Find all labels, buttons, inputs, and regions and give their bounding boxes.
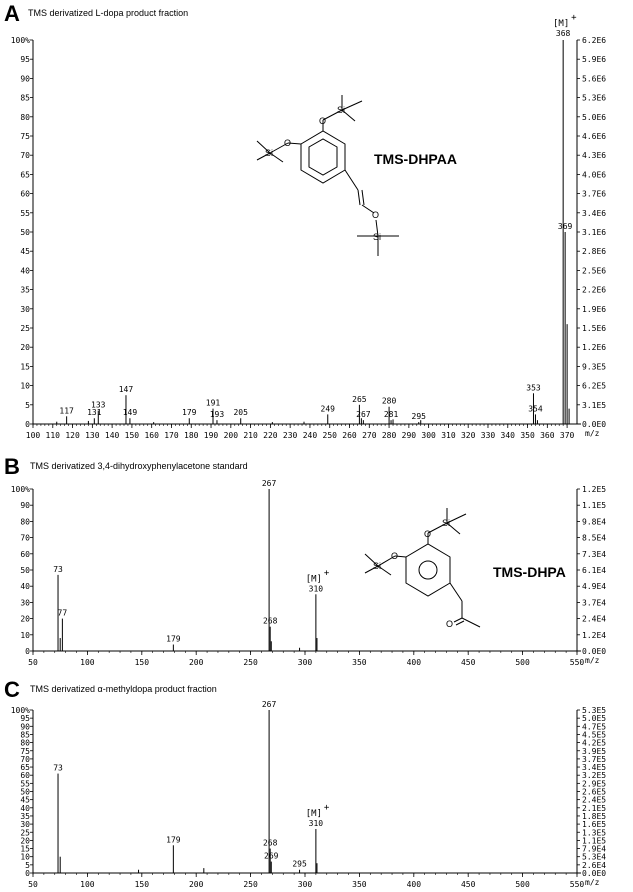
right-axis-label: 4.3E6: [582, 151, 607, 161]
panel-letter-a: A: [4, 1, 20, 26]
right-axis-label: 1.6E5: [582, 820, 607, 830]
right-axis-label: 1.1E5: [582, 501, 607, 511]
peak-label-73: 73: [53, 763, 63, 773]
y-tick-label: 80: [20, 112, 30, 122]
compound-name-tms-dhpa: TMS-DHPA: [493, 564, 566, 580]
y-tick-label: 25: [20, 324, 30, 333]
x-tick-label: 200: [223, 431, 239, 440]
x-tick-label: 110: [45, 431, 61, 440]
peak-label-131: 131: [87, 408, 102, 418]
right-axis-label: 1.9E6: [582, 304, 607, 314]
peak-label-147: 147: [118, 385, 134, 395]
x-tick-label: 230: [282, 431, 298, 440]
y-tick-label: 20: [20, 614, 30, 624]
y-tick-label: 20: [20, 343, 30, 353]
right-axis-label: 1.3E5: [582, 828, 607, 838]
peak-label-268: 268: [262, 616, 278, 626]
x-tick-label: 550: [569, 658, 585, 667]
x-tick-label: 250: [322, 431, 337, 440]
x-tick-label: 210: [243, 431, 258, 440]
atom-o: O: [284, 138, 292, 148]
x-tick-label: 130: [85, 431, 100, 440]
right-axis-label: 5.9E6: [582, 55, 607, 65]
right-axis-label: 5.3E5: [582, 706, 607, 715]
right-axis-label: 0.0E0: [582, 647, 607, 656]
right-axis-label: 4.7E5: [582, 722, 607, 732]
y-tick-label: 50: [20, 228, 30, 237]
peak-label-133: 133: [91, 400, 106, 410]
x-tick-label: 140: [104, 431, 120, 440]
x-tick-label: 350: [352, 658, 367, 667]
x-tick-label: 180: [184, 431, 199, 440]
right-axis-label: 8.5E4: [582, 533, 607, 543]
x-tick-label: 400: [406, 658, 422, 667]
right-axis-label: 1.2E5: [582, 485, 607, 494]
y-tick-label: 45: [20, 247, 30, 257]
peak-label-205: 205: [233, 408, 248, 418]
peak-label-179: 179: [182, 408, 197, 418]
x-axis-label: m/z: [585, 656, 600, 665]
right-axis-label: 0.0E0: [582, 869, 607, 878]
x-tick-label: 370: [559, 431, 575, 440]
peak-label-265: 265: [352, 394, 367, 404]
right-axis-label: 4.6E6: [582, 132, 607, 141]
y-tick-label: 80: [20, 517, 30, 527]
molecular-ion-label: [M]: [305, 808, 323, 819]
y-tick-label: 0: [25, 869, 30, 878]
right-axis-label: 3.1E5: [582, 400, 607, 410]
panel-c-axes: [11, 706, 607, 889]
right-axis-label: 5.3E6: [582, 93, 607, 103]
right-axis-label: 3.4E5: [582, 763, 607, 773]
molecular-ion-label: [M]: [305, 574, 323, 585]
y-tick-label: 10: [20, 381, 30, 391]
x-tick-label: 200: [188, 658, 204, 667]
y-tick-label: 60: [20, 549, 30, 559]
right-axis-label: 2.6E5: [582, 787, 607, 797]
peak-label-179: 179: [166, 634, 181, 644]
y-tick-label: 55: [20, 779, 30, 789]
x-tick-label: 330: [480, 431, 496, 440]
y-tick-label: 100%: [10, 36, 30, 45]
panel-a-peaks: [57, 13, 577, 424]
peak-label-280: 280: [381, 396, 397, 406]
x-tick-label: 190: [203, 431, 219, 440]
panel-a: [4, 1, 606, 440]
right-axis-label: 2.6E4: [582, 860, 607, 870]
peak-label-310: 310: [308, 818, 324, 828]
peak-label-149: 149: [122, 408, 138, 418]
tms-dhpa-structure: [365, 508, 480, 627]
y-tick-label: 65: [20, 170, 30, 180]
atom-o: O: [319, 116, 327, 126]
peak-label-368: 368: [555, 29, 571, 38]
y-tick-label: 30: [20, 598, 30, 608]
x-tick-label: 150: [134, 880, 150, 889]
peak-label-267: 267: [261, 479, 277, 488]
right-axis-label: 6.2E6: [582, 36, 607, 45]
right-axis-label: 5.0E5: [582, 714, 607, 724]
x-tick-label: 450: [460, 880, 476, 889]
atom-o: O: [424, 529, 432, 539]
molecular-ion-label: [M]: [553, 19, 570, 29]
y-tick-label: 0: [25, 420, 30, 429]
peak-label-295: 295: [411, 412, 426, 422]
y-tick-label: 75: [20, 746, 30, 756]
y-tick-label: 0: [25, 647, 30, 656]
panel-c-title: TMS derivatized α-methyldopa product fraction: [30, 684, 217, 694]
peak-label-268: 268: [262, 838, 278, 848]
peak-label-249: 249: [320, 404, 335, 414]
y-tick-label: 20: [20, 836, 30, 846]
peak-label-117: 117: [59, 406, 74, 416]
tms-dhpa-atom-labels: [373, 518, 453, 629]
y-tick-label: 35: [20, 285, 30, 295]
compound-name-tms-dhpaa: TMS-DHPAA: [374, 151, 457, 167]
y-tick-label: 5: [25, 860, 30, 870]
panel-a-title: TMS derivatized L-dopa product fraction: [28, 8, 189, 18]
x-tick-label: 260: [342, 431, 357, 440]
y-tick-label: 85: [20, 730, 30, 740]
x-tick-label: 400: [406, 880, 422, 889]
atom-si: Si: [337, 105, 346, 115]
x-tick-label: 290: [401, 431, 417, 440]
panel-a-axes: [11, 36, 607, 440]
panel-c: [4, 677, 606, 889]
right-axis-label: 3.7E4: [582, 598, 607, 608]
peak-label-191: 191: [205, 398, 221, 408]
y-tick-label: 100%: [10, 485, 30, 494]
x-tick-label: 500: [515, 658, 530, 667]
peak-label-354: 354: [528, 404, 543, 414]
panel-c-peaks: [53, 700, 330, 873]
y-tick-label: 45: [20, 795, 30, 805]
x-tick-label: 200: [188, 880, 204, 889]
x-tick-label: 450: [460, 658, 476, 667]
x-axis-label: m/z: [585, 878, 600, 887]
x-tick-label: 100: [80, 880, 95, 889]
x-tick-label: 150: [134, 658, 150, 667]
x-tick-label: 350: [520, 431, 535, 440]
x-tick-label: 170: [164, 431, 179, 440]
x-tick-label: 550: [569, 880, 585, 889]
y-tick-label: 90: [20, 722, 30, 732]
right-axis-label: 2.9E5: [582, 779, 607, 789]
right-axis-label: 6.1E4: [582, 566, 607, 575]
y-tick-label: 35: [20, 811, 30, 821]
y-tick-label: 5: [25, 400, 30, 410]
y-tick-label: 50: [20, 566, 30, 575]
peak-label-179: 179: [166, 835, 181, 845]
tms-dhpaa-atom-labels: [265, 105, 381, 242]
right-axis-label: 9.3E5: [582, 362, 607, 372]
atom-o: O: [446, 619, 454, 629]
x-tick-label: 160: [144, 431, 159, 440]
y-tick-label: 75: [20, 132, 30, 141]
right-axis-label: 7.9E4: [582, 844, 607, 854]
peak-label-193: 193: [209, 410, 225, 420]
x-tick-label: 300: [297, 880, 313, 889]
y-tick-label: 40: [20, 803, 30, 813]
right-axis-label: 3.2E5: [582, 771, 607, 781]
x-tick-label: 220: [263, 431, 278, 440]
x-tick-label: 320: [460, 431, 476, 440]
y-tick-label: 95: [20, 55, 30, 65]
panel-b-peaks: [53, 479, 330, 651]
peak-label-267: 267: [356, 410, 371, 420]
molecular-ion-charge: +: [323, 802, 330, 813]
right-axis-label: 4.9E4: [582, 582, 607, 592]
atom-si: Si: [265, 148, 274, 158]
y-tick-label: 30: [20, 304, 30, 314]
y-tick-label: 80: [20, 738, 30, 748]
y-tick-label: 60: [20, 189, 30, 199]
x-tick-label: 240: [302, 431, 318, 440]
panel-b-title: TMS derivatized 3,4-dihydroxyphenylacetone standard: [30, 461, 248, 471]
y-tick-label: 65: [20, 763, 30, 773]
y-tick-label: 70: [20, 533, 30, 543]
y-tick-label: 60: [20, 771, 30, 781]
x-tick-label: 100: [25, 431, 41, 440]
molecular-ion-charge: +: [571, 13, 577, 23]
right-axis-label: 4.2E5: [582, 738, 607, 748]
right-axis-label: 1.8E5: [582, 811, 607, 821]
right-axis-label: 4.5E5: [582, 730, 607, 740]
atom-si: Si: [373, 561, 382, 571]
right-axis-label: 3.4E6: [582, 208, 607, 218]
right-axis-label: 1.1E5: [582, 836, 607, 846]
right-axis-label: 2.5E6: [582, 266, 607, 276]
right-axis-label: 5.6E6: [582, 74, 607, 84]
y-tick-label: 50: [20, 787, 30, 797]
right-axis-label: 1.2E6: [582, 343, 607, 353]
peak-label-295: 295: [292, 859, 307, 869]
right-axis-label: 5.3E4: [582, 852, 607, 862]
x-tick-label: 250: [243, 658, 258, 667]
x-tick-label: 50: [28, 658, 38, 667]
x-tick-label: 350: [352, 880, 367, 889]
x-tick-label: 100: [80, 658, 95, 667]
y-tick-label: 10: [20, 630, 30, 640]
y-tick-label: 70: [20, 151, 30, 161]
right-axis-label: 2.4E4: [582, 614, 607, 624]
panel-b: [4, 454, 606, 667]
y-tick-label: 30: [20, 820, 30, 830]
atom-si: Si: [373, 232, 382, 242]
x-tick-label: 250: [243, 880, 258, 889]
peak-label-369: 369: [557, 222, 573, 231]
y-tick-label: 70: [20, 754, 30, 764]
x-tick-label: 300: [297, 658, 313, 667]
peak-label-267: 267: [261, 700, 277, 709]
atom-si: Si: [442, 518, 451, 528]
y-tick-label: 15: [20, 362, 30, 372]
right-axis-label: 9.8E4: [582, 517, 607, 527]
right-axis-label: 3.1E6: [582, 228, 607, 237]
right-axis-label: 2.4E5: [582, 795, 607, 805]
y-tick-label: 10: [20, 852, 30, 862]
right-axis-label: 2.1E5: [582, 803, 607, 813]
y-tick-label: 90: [20, 74, 30, 84]
peak-label-310: 310: [308, 584, 324, 594]
right-axis-label: 0.0E0: [582, 420, 607, 429]
peak-label-73: 73: [53, 564, 63, 574]
atom-o: O: [372, 210, 380, 220]
y-tick-label: 100%: [10, 706, 30, 715]
right-axis-label: 1.5E6: [582, 324, 607, 333]
x-tick-label: 120: [65, 431, 80, 440]
x-tick-label: 280: [381, 431, 397, 440]
x-tick-label: 360: [540, 431, 555, 440]
y-tick-label: 90: [20, 501, 30, 511]
peak-label-281: 281: [383, 410, 399, 420]
y-tick-label: 25: [20, 828, 30, 838]
y-tick-label: 95: [20, 714, 30, 724]
y-tick-label: 40: [20, 582, 30, 592]
x-tick-label: 500: [515, 880, 530, 889]
peak-label-269: 269: [264, 851, 279, 861]
x-tick-label: 310: [441, 431, 456, 440]
right-axis-label: 1.2E4: [582, 630, 607, 640]
x-tick-label: 300: [421, 431, 436, 440]
peak-label-77: 77: [57, 608, 68, 618]
right-axis-label: 4.0E6: [582, 170, 607, 180]
x-tick-label: 150: [124, 431, 140, 440]
right-axis-label: 2.2E6: [582, 285, 607, 295]
atom-o: O: [391, 551, 399, 561]
right-axis-label: 2.8E6: [582, 247, 607, 257]
x-axis-label: m/z: [585, 429, 600, 438]
x-tick-label: 50: [28, 880, 38, 889]
right-axis-label: 3.7E6: [582, 189, 607, 199]
right-axis-label: 3.7E5: [582, 754, 607, 764]
y-tick-label: 55: [20, 208, 30, 218]
right-axis-label: 6.2E5: [582, 381, 607, 391]
right-axis-label: 7.3E4: [582, 549, 607, 559]
right-axis-label: 3.9E5: [582, 746, 607, 756]
molecular-ion-charge: +: [323, 568, 330, 579]
panel-letter-b: B: [4, 454, 20, 479]
x-tick-label: 340: [500, 431, 515, 440]
peak-label-353: 353: [526, 383, 541, 393]
x-tick-label: 270: [362, 431, 377, 440]
right-axis-label: 5.0E6: [582, 112, 607, 122]
y-tick-label: 15: [20, 844, 30, 854]
y-tick-label: 85: [20, 93, 30, 103]
y-tick-label: 40: [20, 266, 30, 276]
panel-letter-c: C: [4, 677, 20, 702]
